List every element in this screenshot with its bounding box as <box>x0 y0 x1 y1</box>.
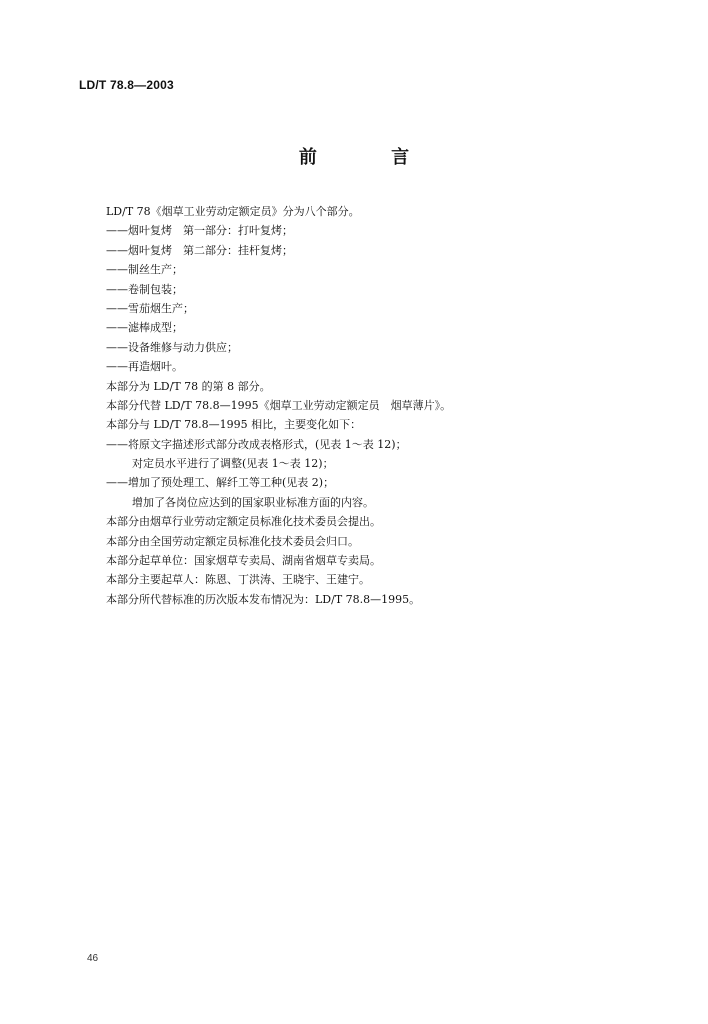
text-line: ——滤棒成型； <box>106 321 183 335</box>
text-line: ——烟叶复烤 第二部分：挂杆复烤； <box>106 243 293 257</box>
text-line: 增加了各岗位应达到的国家职业标准方面的内容。 <box>132 495 374 509</box>
text-line: 本部分由烟草行业劳动定额定员标准化技术委员会提出。 <box>106 515 381 529</box>
text-line: 本部分代替 LD/T 78.8—1995《烟草工业劳动定额定员 烟草薄片》。 <box>106 398 452 412</box>
text-line: ——再造烟叶。 <box>106 360 183 374</box>
page-title: 前 言 <box>298 147 444 168</box>
text-line: ——烟叶复烤 第一部分：打叶复烤； <box>106 224 293 238</box>
text-line: 本部分主要起草人：陈恩、丁洪涛、王晓宇、王建宁。 <box>106 573 370 587</box>
text-line: 本部分与 LD/T 78.8—1995 相比，主要变化如下： <box>106 418 362 432</box>
text-line: LD/T 78《烟草工业劳动定额定员》分为八个部分。 <box>106 205 360 218</box>
page-number: 46 <box>87 953 99 964</box>
text-line: ——雪茄烟生产； <box>106 301 194 315</box>
foreword-body <box>106 202 666 609</box>
text-line: 对定员水平进行了调整(见表 1～表 12)； <box>132 457 334 471</box>
document-code: LD/T 78.8—2003 <box>79 78 174 92</box>
text-line: 本部分所代替标准的历次版本发布情况为：LD/T 78.8—1995。 <box>106 592 421 606</box>
text-line: ——卷制包装； <box>106 282 183 296</box>
text-line: 本部分由全国劳动定额定员标准化技术委员会归口。 <box>106 534 359 548</box>
text-line: ——制丝生产； <box>106 263 183 277</box>
text-line: 本部分起草单位：国家烟草专卖局、湖南省烟草专卖局。 <box>106 554 381 568</box>
text-line: ——设备维修与动力供应； <box>106 340 238 354</box>
text-line: ——将原文字描述形式部分改成表格形式，(见表 1～表 12)； <box>106 437 407 451</box>
text-line: ——增加了预处理工、解纤工等工种(见表 2)； <box>106 476 335 490</box>
text-line: 本部分为 LD/T 78 的第 8 部分。 <box>106 379 271 393</box>
